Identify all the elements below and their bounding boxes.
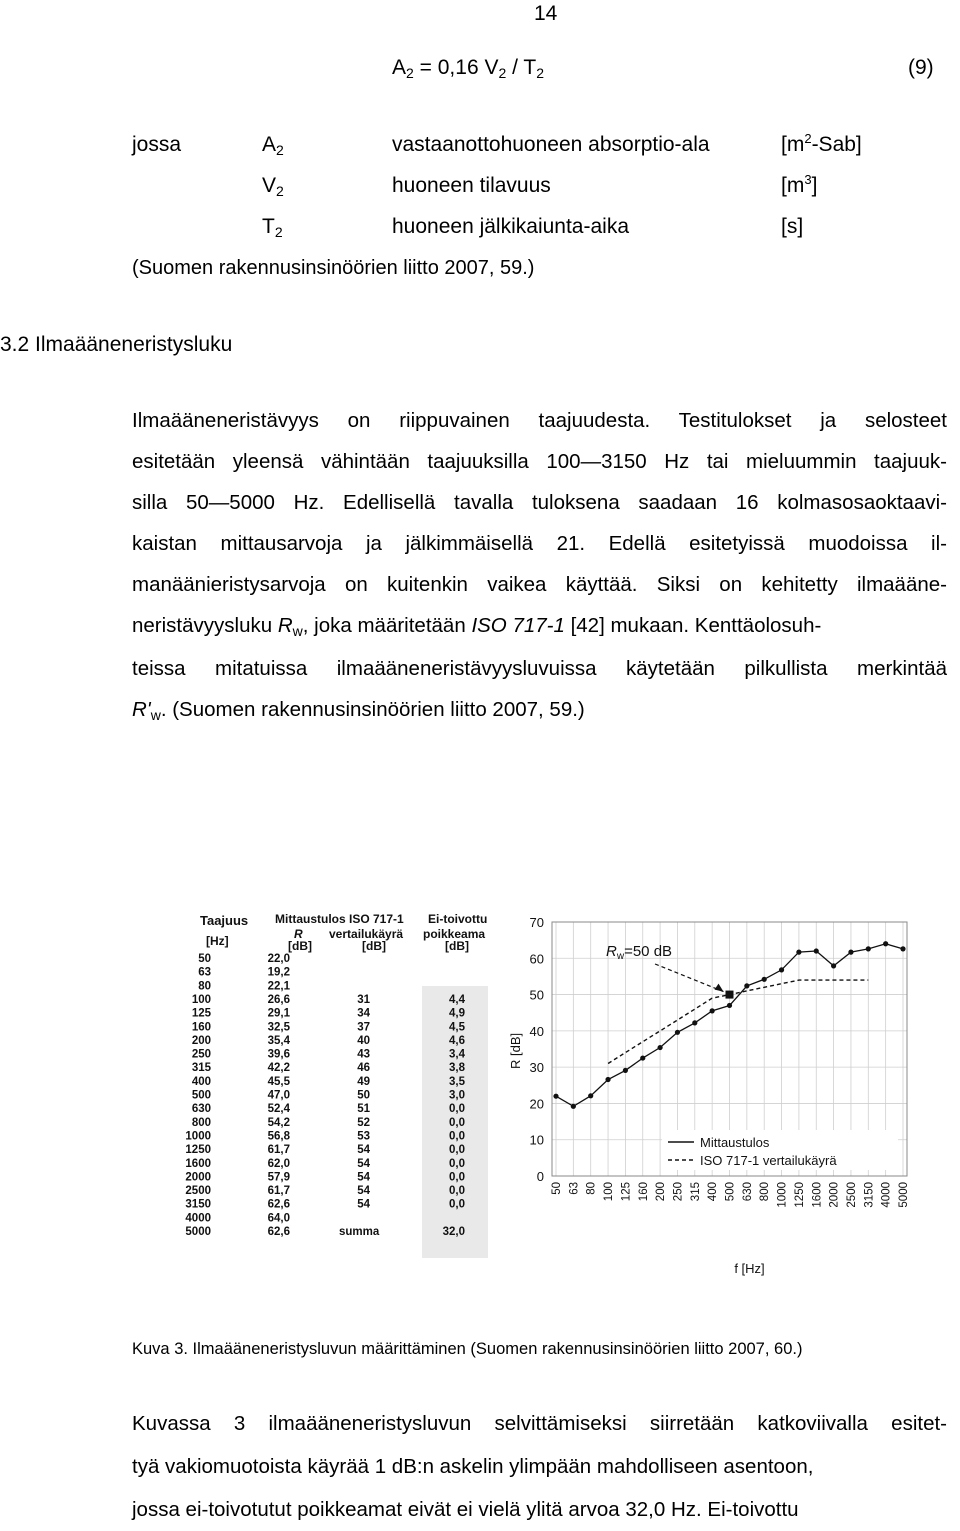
table-cell-measured: 35,4: [267, 1034, 290, 1047]
x-axis-label: f [Hz]: [734, 1261, 765, 1276]
formula-A-sub: 2: [406, 65, 414, 81]
def-description: vastaanottohuoneen absorptio-ala: [392, 133, 710, 156]
x-tick-label: 80: [585, 1182, 598, 1195]
table-cell-freq: 160: [191, 1021, 211, 1034]
data-point-measured: [762, 977, 767, 982]
x-tick-label: 1600: [811, 1182, 824, 1208]
x-tick-label: 50: [551, 1182, 563, 1195]
legend-label-reference: ISO 717-1 vertailukäyrä: [700, 1153, 837, 1168]
table-cell-reference: 40: [357, 1034, 370, 1047]
paragraph-line: Kuvassa 3 ilmaääneneristysluvun selvittämiseksi siirretään katkoviivalla esitet-: [132, 1412, 947, 1435]
table-cell-deviation: 0,0: [449, 1157, 465, 1170]
y-tick-label: 20: [529, 1096, 544, 1112]
header-freq-2: [Hz]: [206, 934, 229, 948]
formula-V-sub: 2: [498, 65, 507, 81]
result-table: [185, 912, 488, 1258]
table-cell-reference: 53: [357, 1130, 370, 1143]
def-unit: $[m^3]$: [781, 172, 818, 197]
x-tick-label: 1250: [793, 1182, 806, 1208]
table-cell-freq: 2000: [185, 1171, 211, 1184]
table-cell-freq: 100: [191, 993, 211, 1006]
table-cell-reference: 34: [357, 1007, 370, 1020]
table-cell-measured: 64,0: [267, 1212, 290, 1225]
table-cell-reference: 31: [357, 993, 370, 1006]
annotation-marker: [726, 991, 734, 999]
table-cell-measured: 32,5: [267, 1021, 290, 1034]
table-cell-measured: 62,6: [267, 1226, 290, 1238]
table-cell-freq: 5000: [185, 1226, 211, 1238]
definitions-lead: jossa: [132, 133, 182, 156]
data-point-measured: [848, 950, 853, 955]
formula-T-sub: 2: [536, 65, 545, 81]
y-axis-label: R [dB]: [508, 1032, 523, 1069]
table-cell-freq: 250: [191, 1048, 211, 1061]
paragraph-line: jossa ei-toivotutut poikkeamat eivät ei vielä ylitä arvoa 32,0 Hz. Ei-toivottu: [132, 1498, 799, 1521]
table-cell-measured: 26,6: [267, 993, 290, 1006]
header-meas-1: Mittaustulos: [275, 912, 346, 926]
summa-value: 32,0: [442, 1226, 465, 1238]
table-cell-reference: 54: [357, 1185, 370, 1198]
y-tick-label: 60: [529, 951, 544, 967]
chart: [508, 915, 910, 1276]
page-number: 14: [534, 2, 558, 25]
figure-svg: [110, 866, 940, 1283]
data-point-measured: [675, 1030, 680, 1035]
y-tick-label: 50: [529, 987, 544, 1003]
table-cell-measured: 42,2: [267, 1062, 290, 1075]
x-tick-label: 4000: [880, 1182, 893, 1208]
data-point-measured: [553, 1094, 558, 1099]
table-cell-freq: 315: [191, 1062, 211, 1075]
formula-number: (9): [908, 56, 934, 79]
header-meas-3: [dB]: [288, 939, 312, 953]
paragraph-line: tyä vakiomuotoista käyrää 1 dB:n askelin ylimpään mahdolliseen asentoon,: [132, 1455, 814, 1478]
table-cell-deviation: 4,6: [449, 1034, 465, 1047]
formula: [392, 56, 544, 80]
table-cell-reference: 54: [357, 1198, 370, 1211]
formula-rhs-a: = 0,16 V: [413, 56, 499, 79]
table-cell-reference: 54: [357, 1171, 370, 1184]
data-point-measured: [744, 983, 749, 988]
y-tick-label: 0: [536, 1169, 544, 1184]
x-tick-label: 1000: [776, 1182, 789, 1208]
paragraph-line: silla 50—5000 Hz. Edellisellä tavalla tuloksena saadaan 16 kolmasosaoktaavi-: [132, 491, 947, 514]
annotation-arrow: [655, 964, 724, 992]
table-cell-reference: 54: [357, 1157, 370, 1170]
data-point-measured: [605, 1077, 610, 1082]
section-heading: 3.2 Ilmaääneneristysluku: [0, 333, 233, 356]
data-point-measured: [814, 948, 819, 953]
table-cell-deviation: 4,5: [449, 1021, 465, 1034]
table-cell-measured: 62,6: [267, 1198, 290, 1211]
def-description: huoneen tilavuus: [392, 174, 551, 197]
x-tick-label: 2500: [845, 1182, 858, 1208]
table-cell-freq: 1250: [185, 1144, 211, 1157]
table-cell-deviation: 0,0: [449, 1144, 465, 1157]
paragraph-line: manäänieristysarvoja on kuitenkin vaikea käyttää. Siksi on kehitetty ilmaääne-: [132, 573, 947, 596]
data-point-measured: [727, 1003, 732, 1008]
y-tick-label: 30: [529, 1060, 544, 1076]
table-cell-freq: 1600: [185, 1157, 211, 1170]
data-point-measured: [640, 1055, 645, 1060]
x-tick-label: 800: [759, 1182, 772, 1202]
table-cell-freq: 500: [191, 1089, 211, 1102]
data-point-measured: [658, 1045, 663, 1050]
table-cell-reference: 50: [357, 1089, 370, 1102]
data-point-measured: [779, 967, 784, 972]
table-cell-measured: 39,6: [267, 1048, 290, 1061]
table-cell-freq: 80: [198, 980, 211, 993]
table-cell-deviation: 4,9: [449, 1007, 465, 1020]
table-cell-freq: 4000: [185, 1212, 211, 1225]
table-cell-deviation: 3,5: [449, 1075, 465, 1088]
y-tick-label: 70: [529, 915, 544, 930]
paragraph-2: [132, 1402, 947, 1531]
x-tick-label: 400: [707, 1182, 720, 1202]
table-cell-measured: 29,1: [267, 1007, 290, 1020]
x-tick-label: 3150: [863, 1182, 876, 1208]
table-cell-freq: 1000: [185, 1130, 211, 1143]
x-tick-label: 5000: [898, 1182, 910, 1208]
table-cell-freq: 125: [191, 1007, 211, 1020]
def-symbol: T2: [262, 215, 283, 240]
header-dev-3: [dB]: [445, 939, 469, 953]
table-cell-freq: 3150: [185, 1198, 211, 1211]
table-cell-freq: 200: [191, 1034, 211, 1047]
series-line-reference: [608, 980, 868, 1063]
table-cell-measured: 19,2: [267, 966, 290, 979]
table-cell-measured: 47,0: [267, 1089, 290, 1102]
data-point-measured: [692, 1020, 697, 1025]
table-cell-measured: 45,5: [267, 1075, 290, 1088]
paragraph-1: [132, 400, 947, 732]
definitions-source: (Suomen rakennusinsinöörien liitto 2007, 59.): [132, 257, 535, 279]
table-cell-reference: 43: [357, 1048, 370, 1061]
formula-A: A: [392, 56, 407, 79]
data-point-measured: [623, 1068, 628, 1073]
table-cell-deviation: 0,0: [449, 1198, 465, 1211]
data-point-measured: [900, 946, 905, 951]
def-unit: [s]: [781, 215, 804, 238]
table-cell-deviation: 3,8: [449, 1062, 465, 1075]
paragraph-line: Ilmaääneneristävyys on riippuvainen taajuudesta. Testitulokset ja selosteet: [132, 409, 947, 432]
def-symbol: A2: [262, 133, 284, 158]
x-tick-label: 160: [637, 1182, 650, 1202]
table-cell-measured: 62,0: [267, 1157, 290, 1170]
table-cell-freq: 800: [191, 1116, 211, 1129]
data-point-measured: [710, 1008, 715, 1013]
x-tick-label: 100: [603, 1182, 616, 1202]
paragraph-line: R'w. (Suomen rakennusinsinöörien liitto 2007, 59.): [132, 698, 585, 723]
header-ref-2: vertailukäyrä: [329, 927, 404, 941]
table-cell-reference: 52: [357, 1116, 370, 1129]
data-point-measured: [831, 963, 836, 968]
table-cell-measured: 57,9: [267, 1171, 290, 1184]
summa-label: summa: [339, 1226, 380, 1238]
table-cell-measured: 52,4: [267, 1103, 290, 1116]
def-symbol: V2: [262, 174, 284, 199]
table-cell-measured: 61,7: [267, 1144, 290, 1157]
table-cell-measured: 56,8: [267, 1130, 290, 1143]
annotation-arrowhead: [715, 984, 724, 992]
table-cell-measured: 61,7: [267, 1185, 290, 1198]
data-point-measured: [571, 1104, 576, 1109]
table-cell-deviation: 0,0: [449, 1185, 465, 1198]
table-cell-reference: 37: [357, 1021, 370, 1034]
header-ref-1: ISO 717-1: [349, 912, 404, 926]
y-tick-label: 40: [529, 1023, 544, 1039]
x-tick-label: 2000: [828, 1182, 841, 1208]
table-cell-deviation: 4,4: [449, 993, 465, 1006]
legend-label-measured: Mittaustulos: [700, 1135, 770, 1150]
table-cell-reference: 49: [357, 1075, 370, 1088]
paragraph-line: teissa mitatuissa ilmaääneneristävyysluvuissa käytetään pilkullista merkintää: [132, 657, 947, 680]
def-unit: $[m^2-Sab]$: [781, 131, 862, 156]
figure-caption: Kuva 3. Ilmaääneneristysluvun määrittäminen (Suomen rakennusinsinöörien liitto 2007, 60.): [132, 1340, 803, 1358]
table-cell-freq: 630: [191, 1103, 211, 1116]
x-tick-label: 200: [655, 1182, 668, 1202]
table-cell-measured: 22,1: [267, 980, 290, 993]
x-tick-label: 500: [724, 1182, 737, 1202]
table-cell-deviation: 0,0: [449, 1116, 465, 1129]
x-tick-label: 315: [689, 1182, 702, 1202]
table-cell-deviation: 3,4: [449, 1048, 465, 1061]
figure: [110, 866, 940, 1283]
x-tick-label: 250: [672, 1182, 685, 1202]
header-meas-2: R: [294, 927, 303, 941]
table-cell-reference: 54: [357, 1144, 370, 1157]
table-cell-measured: 22,0: [267, 953, 290, 965]
table-cell-reference: 51: [357, 1103, 370, 1116]
table-cell-measured: 54,2: [267, 1116, 290, 1129]
x-tick-label: 630: [741, 1182, 754, 1202]
paragraph-line: neristävyysluku Rw, joka määritetään ISO 717-1 [42] mukaan. Kenttäolosuh-: [132, 614, 822, 639]
data-point-measured: [883, 941, 888, 946]
y-tick-label: 10: [529, 1132, 544, 1148]
table-cell-freq: 2500: [185, 1185, 211, 1198]
table-cell-freq: 50: [198, 953, 211, 965]
x-tick-label: 63: [568, 1182, 581, 1195]
table-cell-deviation: 3,0: [449, 1089, 465, 1102]
def-description: huoneen jälkikaiunta-aika: [392, 215, 629, 238]
header-dev-1: Ei-toivottu: [428, 912, 488, 926]
annotation-label: $R_w=50$ dB: [606, 943, 673, 962]
table-cell-deviation: 0,0: [449, 1130, 465, 1143]
paragraph-line: kaistan mittausarvoja ja jälkimmäisellä 21. Edellä esitetyissä muodoissa il-: [132, 532, 947, 555]
table-cell-deviation: 0,0: [449, 1171, 465, 1184]
data-point-measured: [796, 950, 801, 955]
formula-rhs-b: / T: [506, 56, 537, 79]
paragraph-line: esitetään yleensä vähintään taajuuksilla 100—3150 Hz tai mieluummin taajuuk-: [132, 450, 947, 473]
data-point-measured: [588, 1093, 593, 1098]
x-tick-label: 125: [620, 1182, 633, 1202]
table-cell-reference: 46: [357, 1062, 370, 1075]
table-cell-freq: 400: [191, 1075, 211, 1088]
data-point-measured: [866, 946, 871, 951]
table-cell-deviation: 0,0: [449, 1103, 465, 1116]
header-ref-3: [dB]: [362, 939, 386, 953]
header-freq-1: Taajuus: [200, 913, 249, 928]
header-dev-2: poikkeama: [423, 927, 486, 941]
table-cell-freq: 63: [198, 966, 211, 979]
